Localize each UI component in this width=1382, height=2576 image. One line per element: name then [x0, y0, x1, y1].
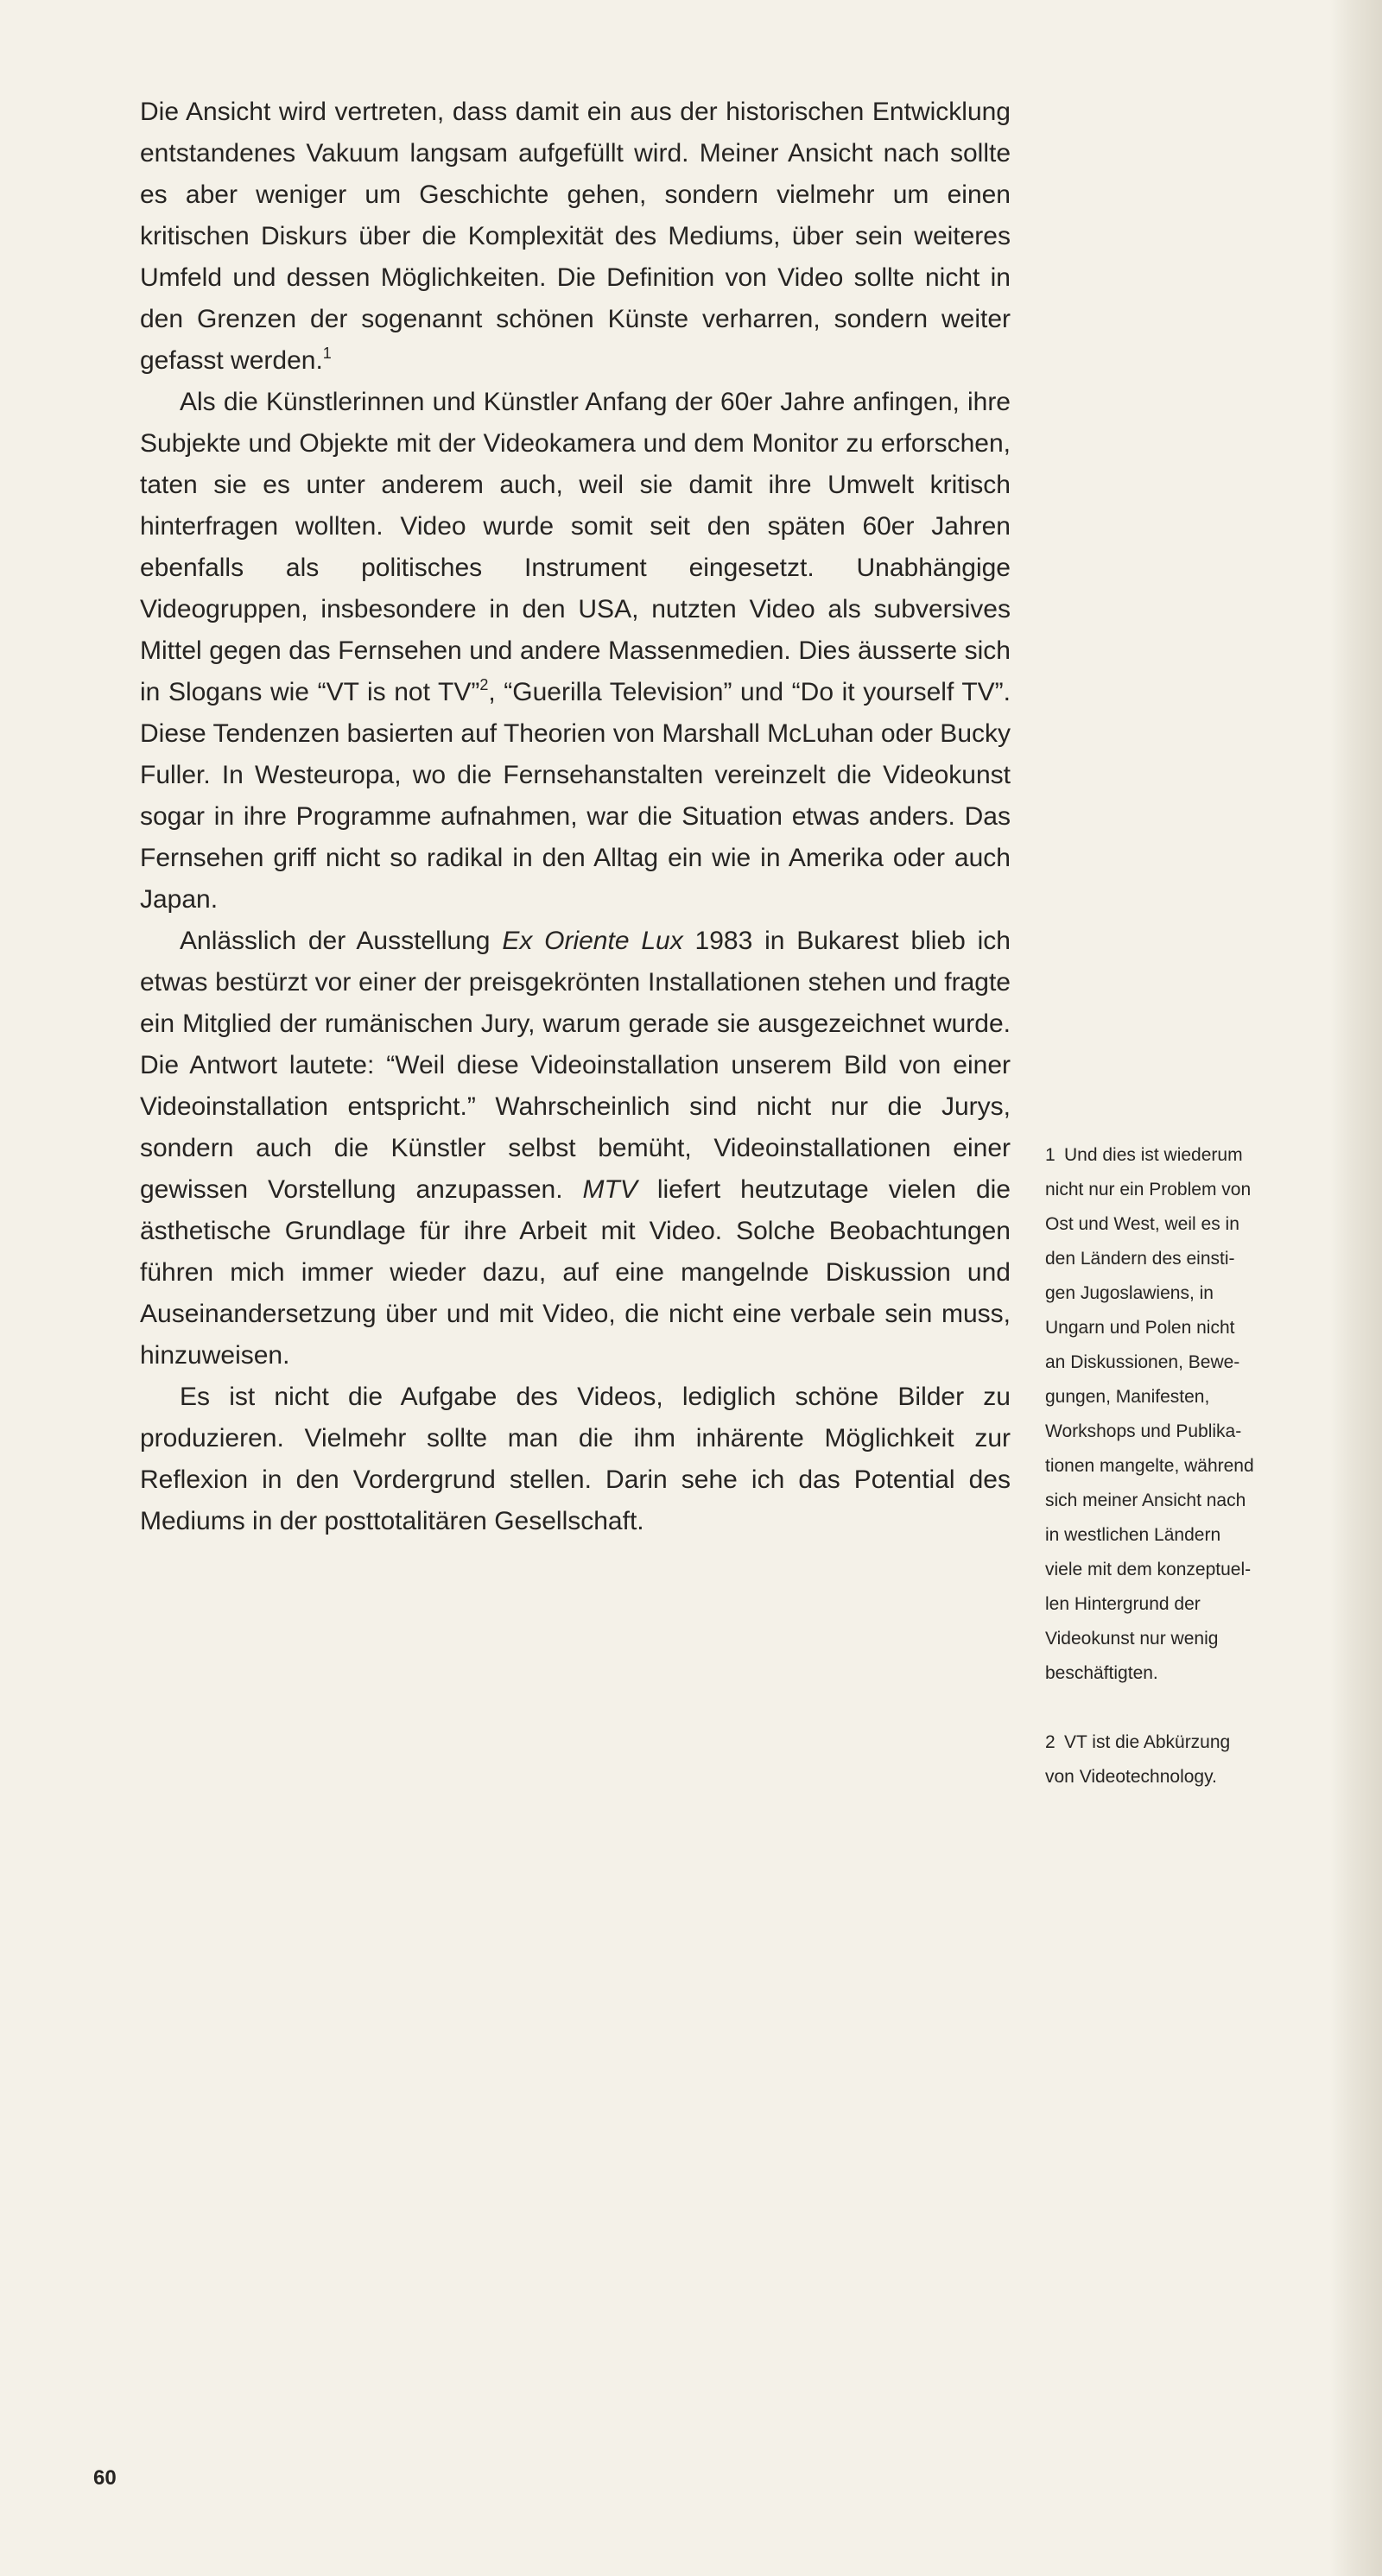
paragraph-4	[140, 1377, 1011, 1542]
paragraph-2-text-a: Als die Künstlerinnen und Künstler Anfang der 60er Jahre anfingen, ihre Subjekte und Objekte mit der Videokamera und dem Monitor zu erforschen, taten sie es unter anderem auch, weil sie damit ihre Umwelt kritisch hinterfragen wollten. Video wurde somit seit den späten 60er Jahren ebenfalls als politisches Instrument eingesetzt. Unabhängige Videogruppen, insbesondere in den USA, nutzten Video als subversives Mittel gegen das Fernsehen und andere Massenmedien. Dies äusserte sich in Slogans wie “VT is not TV”	[140, 388, 1011, 706]
footnotes	[1045, 1138, 1339, 1794]
footnote-1-number: 1	[1045, 1145, 1056, 1165]
exhibition-title: Ex Oriente Lux	[502, 927, 683, 955]
paragraph-3-text-b: 1983 in Bukarest blieb ich etwas bestürzt vor einer der preisgekrönten Installationen stehen und fragte ein Mitglied der rumänischen Jury, warum gerade sie ausgezeichnet wurde. Die Antwort lautete: “Weil diese Videoinstallation unserem Bild von einer Videoinstallation entspricht.” Wahrscheinlich sind nicht nur die Jurys, sondern auch die Künstler selbst bemüht, Videoinstallationen einer gewissen Vorstellung anzupassen.	[140, 927, 1011, 1204]
paragraph-1-text: Die Ansicht wird vertreten, dass damit ein aus der historischen Entwicklung entstandenes Vakuum langsam aufgefüllt wird. Meiner Ansicht nach sollte es aber weniger um Geschichte gehen, sondern vielmehr um einen kritischen Diskurs über die Komplexität des Mediums, über sein weiteres Umfeld und dessen Möglichkeiten. Die Definition von Video sollte nicht in den Grenzen der sogenannt schönen Künste verharren, sondern weiter gefasst werden.	[140, 98, 1011, 375]
page-number: 60	[93, 2466, 117, 2490]
footnote-2	[1045, 1725, 1339, 1794]
footnote-1-text: Und dies ist wiederum nicht nur ein Problem von Ost und West, weil es in den Ländern des einsti- gen Jugoslawiens, in Ungarn und Polen nicht an Diskussionen, Bewe- gungen, Manifesten, Workshops und Publika- tionen mangelte, während sich meiner Ansicht nach in westlichen Ländern viele mit dem konzeptuel- len Hintergrund der Videokunst nur wenig beschäftigten.	[1045, 1145, 1254, 1683]
footnote-2-text: VT ist die Abkürzung von Videotechnology.	[1045, 1732, 1231, 1787]
footnote-ref-2: 2	[479, 676, 489, 693]
main-text	[140, 92, 1011, 1542]
paragraph-1	[140, 92, 1011, 382]
paragraph-3	[140, 921, 1011, 1377]
paragraph-3-text-a: Anlässlich der Ausstellung	[180, 927, 503, 955]
paragraph-2-text-b: , “Guerilla Television” und “Do it yourself TV”. Diese Tendenzen basierten auf Theorien von Marshall McLuhan oder Bucky Fuller. In Westeuropa, wo die Fernsehanstalten vereinzelt die Videokunst sogar in ihre Programme aufnahmen, war die Situation etwas anders. Das Fernsehen griff nicht so radikal in den Alltag ein wie in Amerika oder auch Japan.	[140, 678, 1011, 914]
footnote-ref-1: 1	[322, 345, 332, 362]
footnote-2-number: 2	[1045, 1732, 1056, 1752]
mtv-term: MTV	[582, 1175, 637, 1204]
footnote-1	[1045, 1138, 1339, 1691]
paragraph-4-text: Es ist nicht die Aufgabe des Videos, lediglich schöne Bilder zu produzieren. Vielmehr sollte man die ihm inhärente Möglichkeit zur Reflexion in den Vordergrund stellen. Darin sehe ich das Potential des Mediums in der posttotalitären Gesellschaft.	[140, 1383, 1011, 1535]
paragraph-3-text-c: liefert heutzutage vielen die ästhetische Grundlage für ihre Arbeit mit Video. Solche Beobachtungen führen mich immer wieder dazu, auf eine mangelnde Diskussion und Auseinandersetzung über und mit Video, die nicht eine verbale sein muss, hinzuweisen.	[140, 1175, 1011, 1370]
paragraph-2	[140, 382, 1011, 921]
